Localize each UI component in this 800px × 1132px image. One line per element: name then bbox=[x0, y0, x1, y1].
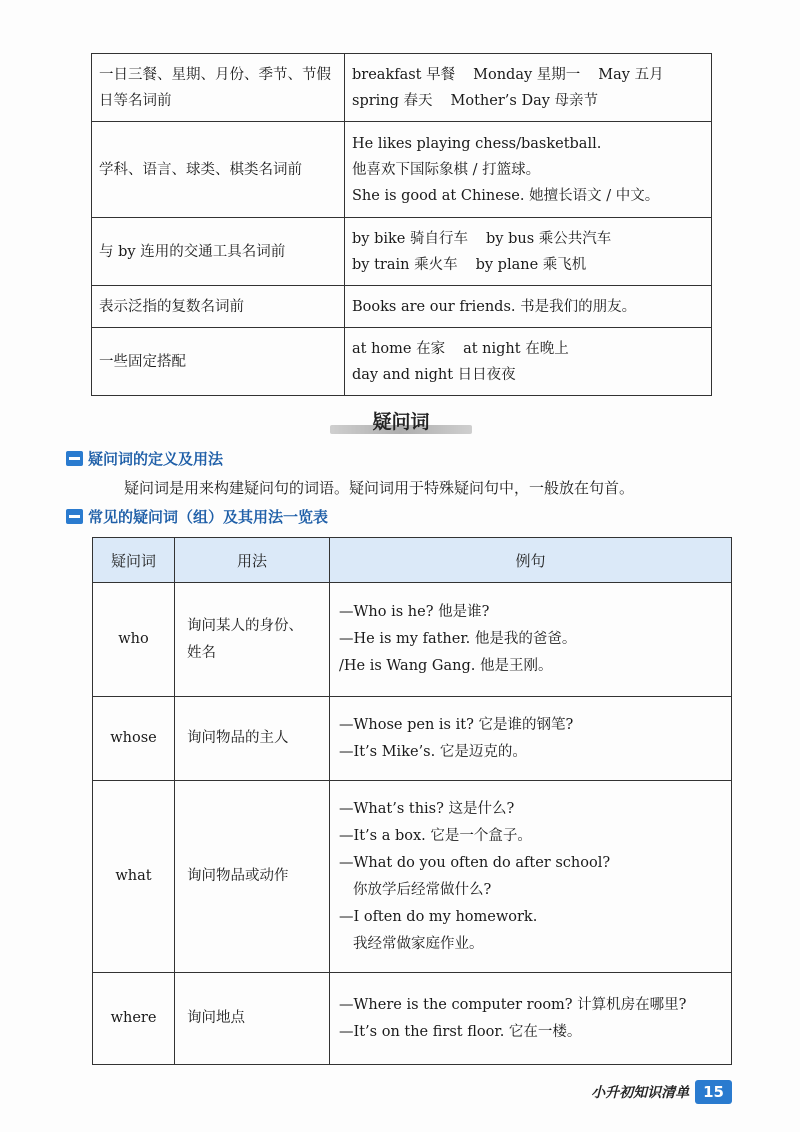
book-title: 小升初知识清单 bbox=[591, 1085, 690, 1101]
question-word-cell: whose bbox=[93, 697, 175, 781]
page-footer bbox=[591, 1078, 732, 1106]
example-text: breakfast 早餐 bbox=[352, 66, 456, 83]
column-header: 例句 bbox=[330, 538, 732, 583]
example-text: —I often do my homework. bbox=[339, 908, 538, 925]
example-text: —What do you often do after school? bbox=[339, 854, 611, 871]
example-text: —He is my father. 他是我的爸爸。 bbox=[339, 631, 577, 647]
examples-cell bbox=[345, 54, 712, 122]
noun-usage-table bbox=[91, 53, 712, 396]
definition-paragraph: 疑问词是用来构建疑问句的词语。疑问词用于特殊疑问句中，一般放在句首。 bbox=[124, 479, 635, 497]
subheading-text: 疑问词的定义及用法 bbox=[88, 449, 224, 468]
example-text: day and night 日日夜夜 bbox=[352, 366, 516, 383]
subheading-definition bbox=[66, 447, 223, 469]
section-title bbox=[330, 408, 472, 436]
example-text: Monday 星期一 bbox=[473, 66, 581, 83]
table-row bbox=[93, 781, 732, 973]
category-cell: 表示泛指的复数名词前 bbox=[92, 286, 345, 328]
example-text: Mother’s Day 母亲节 bbox=[450, 92, 599, 109]
subheading-usage-table bbox=[66, 505, 328, 527]
subheading-text: 常见的疑问词（组）及其用法一览表 bbox=[88, 507, 329, 526]
section-title-text: 疑问词 bbox=[372, 411, 430, 433]
table-row bbox=[92, 328, 712, 396]
table-row bbox=[92, 54, 712, 122]
question-word-cell: what bbox=[93, 781, 175, 973]
example-text: 你放学后经常做什么? bbox=[353, 881, 492, 898]
example-text: by plane 乘飞机 bbox=[475, 256, 587, 273]
example-text: /He is Wang Gang. 他是王刚。 bbox=[339, 658, 553, 674]
minus-box-icon bbox=[66, 451, 83, 466]
column-header: 疑问词 bbox=[93, 538, 175, 583]
example-text: —It’s Mike’s. 它是迈克的。 bbox=[339, 743, 527, 760]
example-text: He likes playing chess/basketball. bbox=[352, 135, 602, 152]
example-text: —What’s this? 这是什么? bbox=[339, 800, 515, 817]
example-text: by train 乘火车 bbox=[352, 256, 458, 273]
usage-cell: 询问物品或动作 bbox=[175, 781, 330, 973]
example-text: by bus 乘公共汽车 bbox=[485, 230, 612, 247]
page-number: 15 bbox=[695, 1080, 732, 1104]
table-row bbox=[93, 973, 732, 1065]
example-text: —Where is the computer room? 计算机房在哪里? bbox=[339, 996, 687, 1013]
example-text: spring 春天 bbox=[352, 92, 433, 109]
examples-cell bbox=[345, 286, 712, 328]
table-row bbox=[92, 286, 712, 328]
minus-box-icon bbox=[66, 509, 83, 524]
category-cell: 一日三餐、星期、月份、季节、节假日等名词前 bbox=[92, 54, 345, 122]
example-text: May 五月 bbox=[598, 66, 664, 83]
category-cell: 学科、语言、球类、棋类名词前 bbox=[92, 122, 345, 218]
example-text: Books are our friends. 书是我们的朋友。 bbox=[352, 298, 637, 315]
example-text: 我经常做家庭作业。 bbox=[353, 935, 484, 952]
table-row bbox=[93, 583, 732, 697]
usage-cell: 询问地点 bbox=[175, 973, 330, 1065]
example-text: —Whose pen is it? 它是谁的钢笔? bbox=[339, 716, 574, 733]
examples-cell bbox=[345, 328, 712, 396]
question-word-table bbox=[92, 537, 732, 1065]
examples-cell bbox=[330, 781, 732, 973]
table-row bbox=[93, 697, 732, 781]
examples-cell bbox=[330, 973, 732, 1065]
example-text: at home 在家 bbox=[352, 340, 446, 357]
usage-cell: 询问某人的身份、姓名 bbox=[175, 583, 330, 697]
column-header: 用法 bbox=[175, 538, 330, 583]
table-header-row bbox=[93, 538, 732, 583]
table-row bbox=[92, 218, 712, 286]
examples-cell bbox=[345, 218, 712, 286]
example-text: at night 在晚上 bbox=[463, 340, 569, 357]
example-text: —It’s a box. 它是一个盒子。 bbox=[339, 827, 532, 844]
category-cell: 与 by 连用的交通工具名词前 bbox=[92, 218, 345, 286]
example-text: —It’s on the first floor. 它在一楼。 bbox=[339, 1023, 582, 1040]
examples-cell bbox=[330, 583, 732, 697]
question-word-cell: who bbox=[93, 583, 175, 697]
example-text: 他喜欢下国际象棋 / 打篮球。 bbox=[352, 161, 541, 178]
example-text: She is good at Chinese. 她擅长语文 / 中文。 bbox=[352, 187, 660, 204]
table-row bbox=[92, 122, 712, 218]
usage-cell: 询问物品的主人 bbox=[175, 697, 330, 781]
examples-cell bbox=[330, 697, 732, 781]
examples-cell bbox=[345, 122, 712, 218]
example-text: by bike 骑自行车 bbox=[352, 230, 468, 247]
question-word-cell: where bbox=[93, 973, 175, 1065]
category-cell: 一些固定搭配 bbox=[92, 328, 345, 396]
example-text: —Who is he? 他是谁? bbox=[339, 604, 490, 620]
